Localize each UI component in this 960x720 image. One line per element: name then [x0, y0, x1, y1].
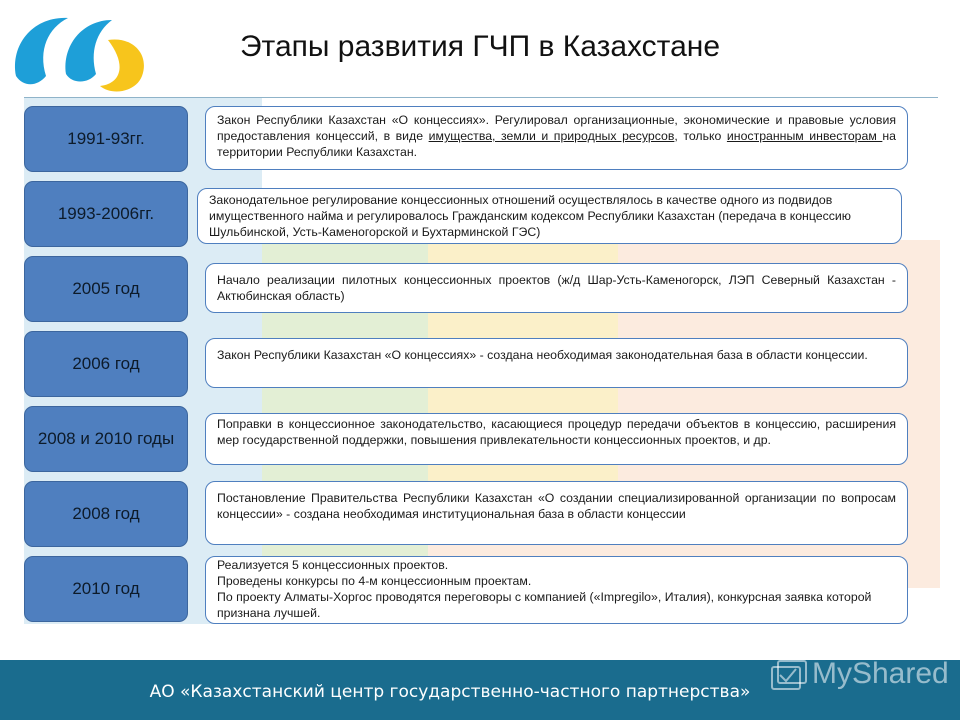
kazakhstan-ppp-center-logo — [8, 6, 148, 96]
slide-title: Этапы развития ГЧП в Казахстане — [239, 30, 721, 63]
year-box-2006: 2006 год — [24, 331, 188, 397]
stage-description-2008: Постановление Правительства Республики Казахстан «О создании специализированной организации по вопросам концессии» - создана необходимая институциональная база в области концессии — [205, 481, 908, 545]
stage-2010-line-3: По проекту Алматы-Хоргос проводятся переговоры с компанией («Impregilo», Италия), конкурсная заявка которой признана лучшей. — [217, 590, 872, 620]
stage-description-2006: Закон Республики Казахстан «О концессиях» - создана необходимая законодательная база в области концессии. — [205, 338, 908, 388]
year-box-2005: 2005 год — [24, 256, 188, 322]
stage-2010-line-2: Проведены конкурсы по 4-м концессионным проектам. — [217, 574, 532, 588]
logo-yellow-swoosh — [100, 39, 144, 91]
stage-description-1991-93: Закон Республики Казахстан «О концессиях». Регулировал организационные, экономические и правовые условия предоставления концессий, в виде имущества, земли и природных ресурсов, только иностранным инвесторам на территории Республики Казахстан. — [205, 106, 908, 170]
stage-description-1993-2006: Законодательное регулирование концессионных отношений осуществлялось в качестве одного из подвидов имущественного найма и регулировалось Гражданским кодексом Республики Казахстан (передача в концессию Шульбинской, Усть-Каменогорской и Бухтарминской ГЭС) — [197, 188, 902, 244]
footer-organization-name: АО «Казахстанский центр государственно-частного партнерства» — [149, 682, 751, 702]
year-box-2008-and-2010: 2008 и 2010 годы — [24, 406, 188, 472]
logo-blue-swoosh-2 — [65, 20, 112, 82]
year-box-1993-2006: 1993-2006гг. — [24, 181, 188, 247]
year-box-2010: 2010 год — [24, 556, 188, 622]
year-box-2008: 2008 год — [24, 481, 188, 547]
stage-description-2008-and-2010: Поправки в концессионное законодательство, касающиеся процедур передачи объектов в концессию, расширения мер государственной поддержки, повышения привлекательности концессионных проектов, и др. — [205, 413, 908, 465]
myshared-watermark-icon — [768, 655, 812, 699]
stage-description-2010 — [205, 556, 908, 624]
stage-description-2005: Начало реализации пилотных концессионных проектов (ж/д Шар-Усть-Каменогорск, ЛЭП Северный Казахстан - Актюбинская область) — [205, 263, 908, 313]
stage-2010-line-1: Реализуется 5 концессионных проектов. — [217, 558, 449, 572]
logo-blue-swoosh — [15, 18, 68, 84]
year-box-1991-93: 1991-93гг. — [24, 106, 188, 172]
myshared-watermark-text: MyShared — [812, 657, 949, 690]
